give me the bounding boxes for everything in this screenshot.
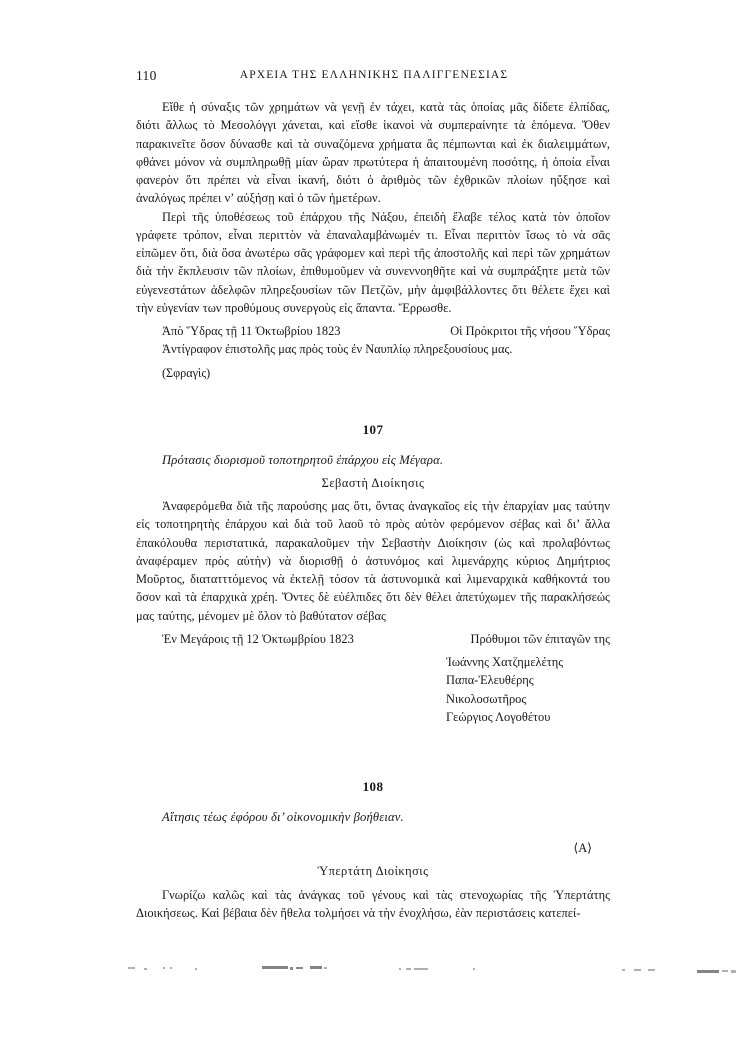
scan-speck — [324, 967, 327, 969]
scan-speck — [163, 967, 165, 969]
spacer — [136, 795, 610, 808]
scan-speck — [290, 967, 293, 970]
signature-list-107 — [136, 653, 610, 726]
closing-107: Πρόθυμοι τῶν ἐπιταγῶν της — [470, 631, 610, 646]
spacer — [136, 766, 610, 779]
scan-speck — [399, 968, 401, 970]
scan-speck — [296, 967, 303, 969]
scan-speck — [697, 970, 719, 973]
scan-speck — [406, 968, 411, 970]
scan-speck — [128, 967, 135, 969]
scan-speck — [144, 968, 147, 970]
running-head — [136, 68, 612, 86]
scan-speck — [473, 968, 475, 970]
scan-speck — [414, 968, 428, 970]
spacer — [136, 826, 610, 839]
scan-speck — [195, 968, 197, 970]
section-number-108: 108 — [362, 779, 384, 794]
spacer — [136, 382, 610, 422]
scan-speck — [170, 967, 172, 969]
scan-speck — [648, 969, 655, 971]
signatory-106: Οἱ Πρόκριτοι τῆς νήσου Ὕδρας — [450, 324, 610, 338]
paragraph-106-2: Περὶ τῆς ὑποθέσεως τοῦ ἐπάρχου τῆς Νάξου, ἐπειδὴ ἔλαβε τέλος κατὰ τὸν ὁποῖον γράφετε τρόπον, εἶναι περιττὸν νὰ ἐπαναλαμβάνωμέν τι. Εἶναι περιττὸν ἴσως τὸ νὰ σᾶς εἰπῶμεν ὅτι, διὰ ὅσα ἀνωτέρω σᾶς γράφομεν καὶ περὶ τῆς ἀποστολῆς καὶ περὶ τῶν χρημάτων διὰ τὴν ἔκπλευσιν τῶν πλοίων, ἐπιθυμοῦμεν νὰ συνεννοηθῆτε καὶ νὰ συμπράξητε μετὰ τῶν εὐγενεστάτων ἀδελφῶν πληρεξουσίων τῶν Πετζῶν, μὴν ἀμφιβάλλοντες ὅτι θέλετε ἔχει καὶ τὴν εὐγενίαν των προθύμους συνεργοὺς εἰς ἅπαντα. Ἔρρωσθε. — [136, 209, 610, 315]
signature-item: Παπα-Ἐλευθέρης — [446, 673, 534, 688]
variant-marker-108: ⟨Α⟩ — [573, 841, 592, 855]
section-caption-108: Αἴτησις τέως ἐφόρου δι’ οἰκονομικὴν βοήθειαν. — [162, 810, 404, 824]
scan-speck — [622, 969, 625, 971]
paragraph-106-1: Εἴθε ἡ σύναξις τῶν χρημάτων νὰ γενῇ ἐν τάχει, κατὰ τὰς ὁποίας μᾶς δίδετε ἐλπίδας, διότι ἄλλως τὸ Μεσολόγγι χάνεται, καὶ εἴσθε ἱκανοὶ νὰ συμπεραίνητε τὰ ἑπόμενα. Ὅθεν παρακινεῖτε ὅσον δύνασθε καὶ τὰ συναζόμενα χρήματα ἂς πέμπωνται καὶ ἐκ διαλειμμάτων, φθάνει μόνον νὰ συμπληρωθῇ μίαν ὥραν πρωτύτερα ἡ ἀπαιτουμένη ποσότης, ἡ ὁποία εἶναι φανερὸν ὅτι πρέπει νὰ εἶναι ἱκανή, διότι ὁ ἀριθμὸς τῶν ἐχθρικῶν πλοίων ηὔξησε καὶ ἀναλόγως πρέπει ν’ αὐξήσῃ καὶ ὁ τῶν ἡμετέρων. — [136, 100, 610, 206]
salutation-108: Ὑπερτάτη Διοίκησις — [317, 864, 429, 879]
scan-speck — [310, 966, 322, 969]
running-title: ΑΡΧΕΙΑ ΤΗΣ ΕΛΛΗΝΙΚΗΣ ΠΑΛΙΓΓΕΝΕΣΙΑΣ — [239, 69, 509, 81]
signature-item: Νικολοσωτῆρος — [446, 691, 527, 706]
scan-artifacts — [0, 962, 744, 984]
dateline-107 — [136, 630, 610, 648]
dateline-106 — [136, 322, 610, 340]
signature-item: Γεώργιος Λογοθέτου — [446, 709, 551, 724]
paragraph-108-body: Γνωρίζω καλῶς καὶ τὰς ἀνάγκας τοῦ γένους καὶ τὰς στενοχωρίας τῆς Ὑπερτάτης Διοικήσεως. Καὶ βέβαια δὲν ἤθελα τολμήσει νὰ τὴν ἐνοχλήσω, ἐὰν περιστάσεις κατεπεί- — [136, 887, 610, 920]
scan-speck — [262, 966, 288, 969]
salutation-107: Σεβαστὴ Διοίκησις — [321, 475, 425, 490]
page-number: 110 — [136, 68, 157, 83]
spacer — [136, 726, 610, 766]
place-date-107: Ἐν Μεγάροις τῇ 12 Ὀκτωμβρίου 1823 — [162, 631, 354, 646]
place-date-106: Ἀπὸ Ὕδρας τῇ 11 Ὀκτωβρίου 1823 — [162, 324, 341, 338]
seal-marker-106: (Σφραγὶς) — [162, 365, 211, 380]
copy-note-106: Ἀντίγραφον ἐπιστολῆς μας πρὸς τοὺς ἐν Ναυπλίῳ πληρεξουσίους μας. — [162, 342, 513, 357]
paragraph-107-body: Ἀναφερόμεθα διὰ τῆς παρούσης μας ὅτι, ὄντας ἀναγκαῖος εἰς τὴν ἐπαρχίαν μας ταύτην εἰς τοποτηρητὴς ἐπάρχου καὶ διὰ τοῦ λαοῦ τὸ πρὸς αὐτὸν φερόμενον σέβας καὶ δι’ ἄλλα ἐπακόλουθα περιστατικά, παρακαλοῦμεν τὴν Σεβαστὴν Διοίκησιν (ὡς καὶ προλαβόντως ἀναφέραμεν πρὸς αὐτὴν) νὰ διορισθῇ ὁ ἀστυνόμος καὶ λιμενάρχης κύριος Δημήτριος Μοῦρτος, διατατττόμενος νὰ ἐκτελῇ τόσον τὰ ἀστυνομικὰ καὶ λιμεναρχικὰ καθήκοντά του ὅσον καὶ τὰ ἐπαρχικὰ χρέη. Ὄντες δὲ εὐέλπιδες ὅτι δὲν θέλει ἀπετύχωμεν τῆς παρακλήσεώς μας ταύτης, μένομεν μὲ ὅλον τὸ βαθύτατον σέβας — [136, 499, 610, 623]
scan-speck — [722, 970, 728, 972]
section-caption-107: Πρότασις διορισμοῦ τοποτηρητοῦ ἐπάρχου εἰς Μέγαρα. — [162, 452, 444, 467]
signature-item: Ἰωάννης Χατζημελέτης — [446, 655, 564, 669]
scan-speck — [731, 970, 736, 973]
text-column — [136, 98, 610, 922]
section-number-107: 107 — [362, 421, 384, 437]
scan-speck — [634, 969, 641, 971]
spacer — [136, 438, 610, 451]
